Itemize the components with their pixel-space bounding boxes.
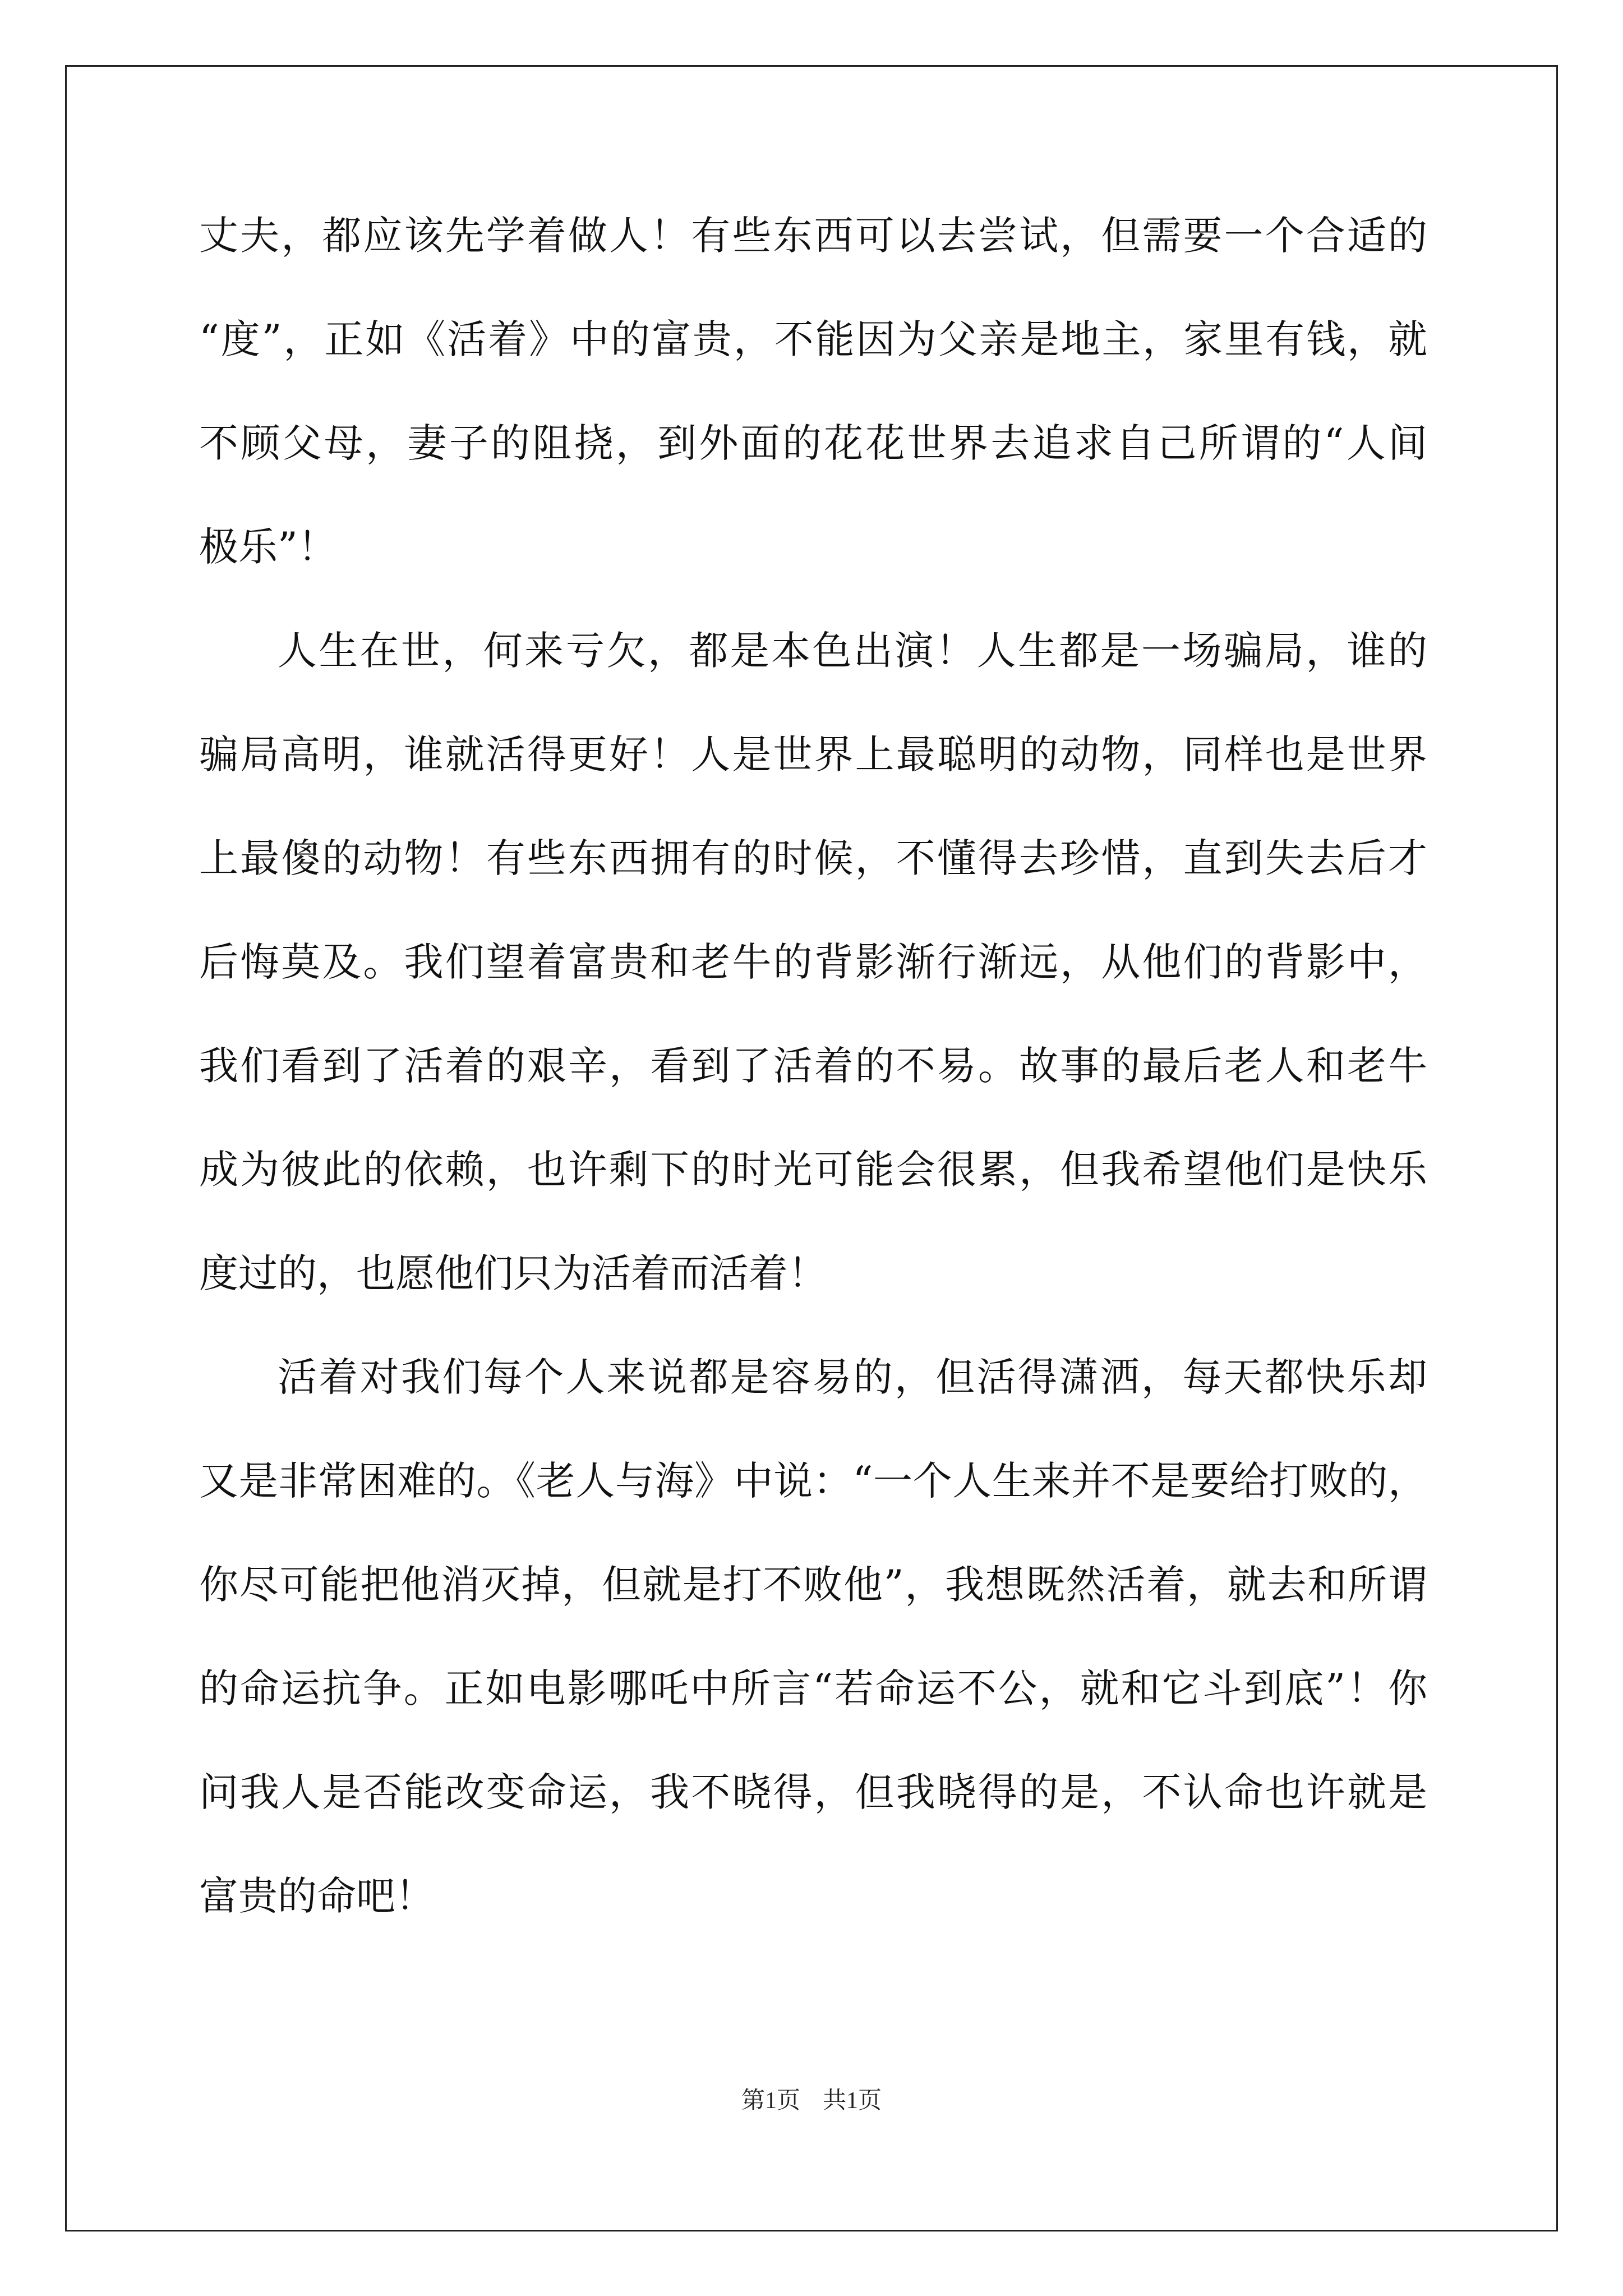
text-line: 度过的，也愿他们只为活着而活着！: [199, 1250, 827, 1296]
document-body: [199, 213, 1427, 1977]
page-footer: [0, 2087, 1623, 2115]
text-line: 我们看到了活着的艰辛，看到了活着的不易。故事的最后老人和老牛: [199, 1043, 1427, 1089]
text-line: 的命运抗争。正如电影哪吒中所言“若命运不公，就和它斗到底”！你: [199, 1665, 1427, 1711]
text-line: 问我人是否能改变命运，我不晓得，但我晓得的是，不认命也许就是: [199, 1769, 1427, 1815]
text-line: 又是非常困难的。《老人与海》中说：“一个人生来并不是要给打败的，: [199, 1458, 1427, 1504]
text-line: 丈夫，都应该先学着做人！有些东西可以去尝试，但需要一个合适的: [199, 213, 1427, 259]
text-line: 活着对我们每个人来说都是容易的，但活得潇洒，每天都快乐却: [278, 1354, 1427, 1400]
text-line: “度”，正如《活着》中的富贵，不能因为父亲是地主，家里有钱，就: [199, 316, 1427, 362]
text-line: 不顾父母，妻子的阻挠，到外面的花花世界去追求自己所谓的“人间: [199, 420, 1427, 466]
text-line: 后悔莫及。我们望着富贵和老牛的背影渐行渐远，从他们的背影中，: [199, 939, 1427, 985]
text-line: 你尽可能把他消灭掉，但就是打不败他”，我想既然活着，就去和所谓: [199, 1562, 1427, 1608]
text-line: 富贵的命吧！: [199, 1873, 435, 1919]
text-line: 极乐”！: [199, 524, 337, 570]
text-line: 上最傻的动物！有些东西拥有的时候，不懂得去珍惜，直到失去后才: [199, 835, 1427, 881]
page-total: 共1页: [823, 2088, 882, 2114]
text-line: 骗局高明，谁就活得更好！人是世界上最聪明的动物，同样也是世界: [199, 731, 1427, 777]
text-line: 成为彼此的依赖，也许剩下的时光可能会很累，但我希望他们是快乐: [199, 1147, 1427, 1193]
page-number: 第1页: [741, 2088, 800, 2114]
text-line: 人生在世，何来亏欠，都是本色出演！人生都是一场骗局，谁的: [278, 628, 1427, 674]
